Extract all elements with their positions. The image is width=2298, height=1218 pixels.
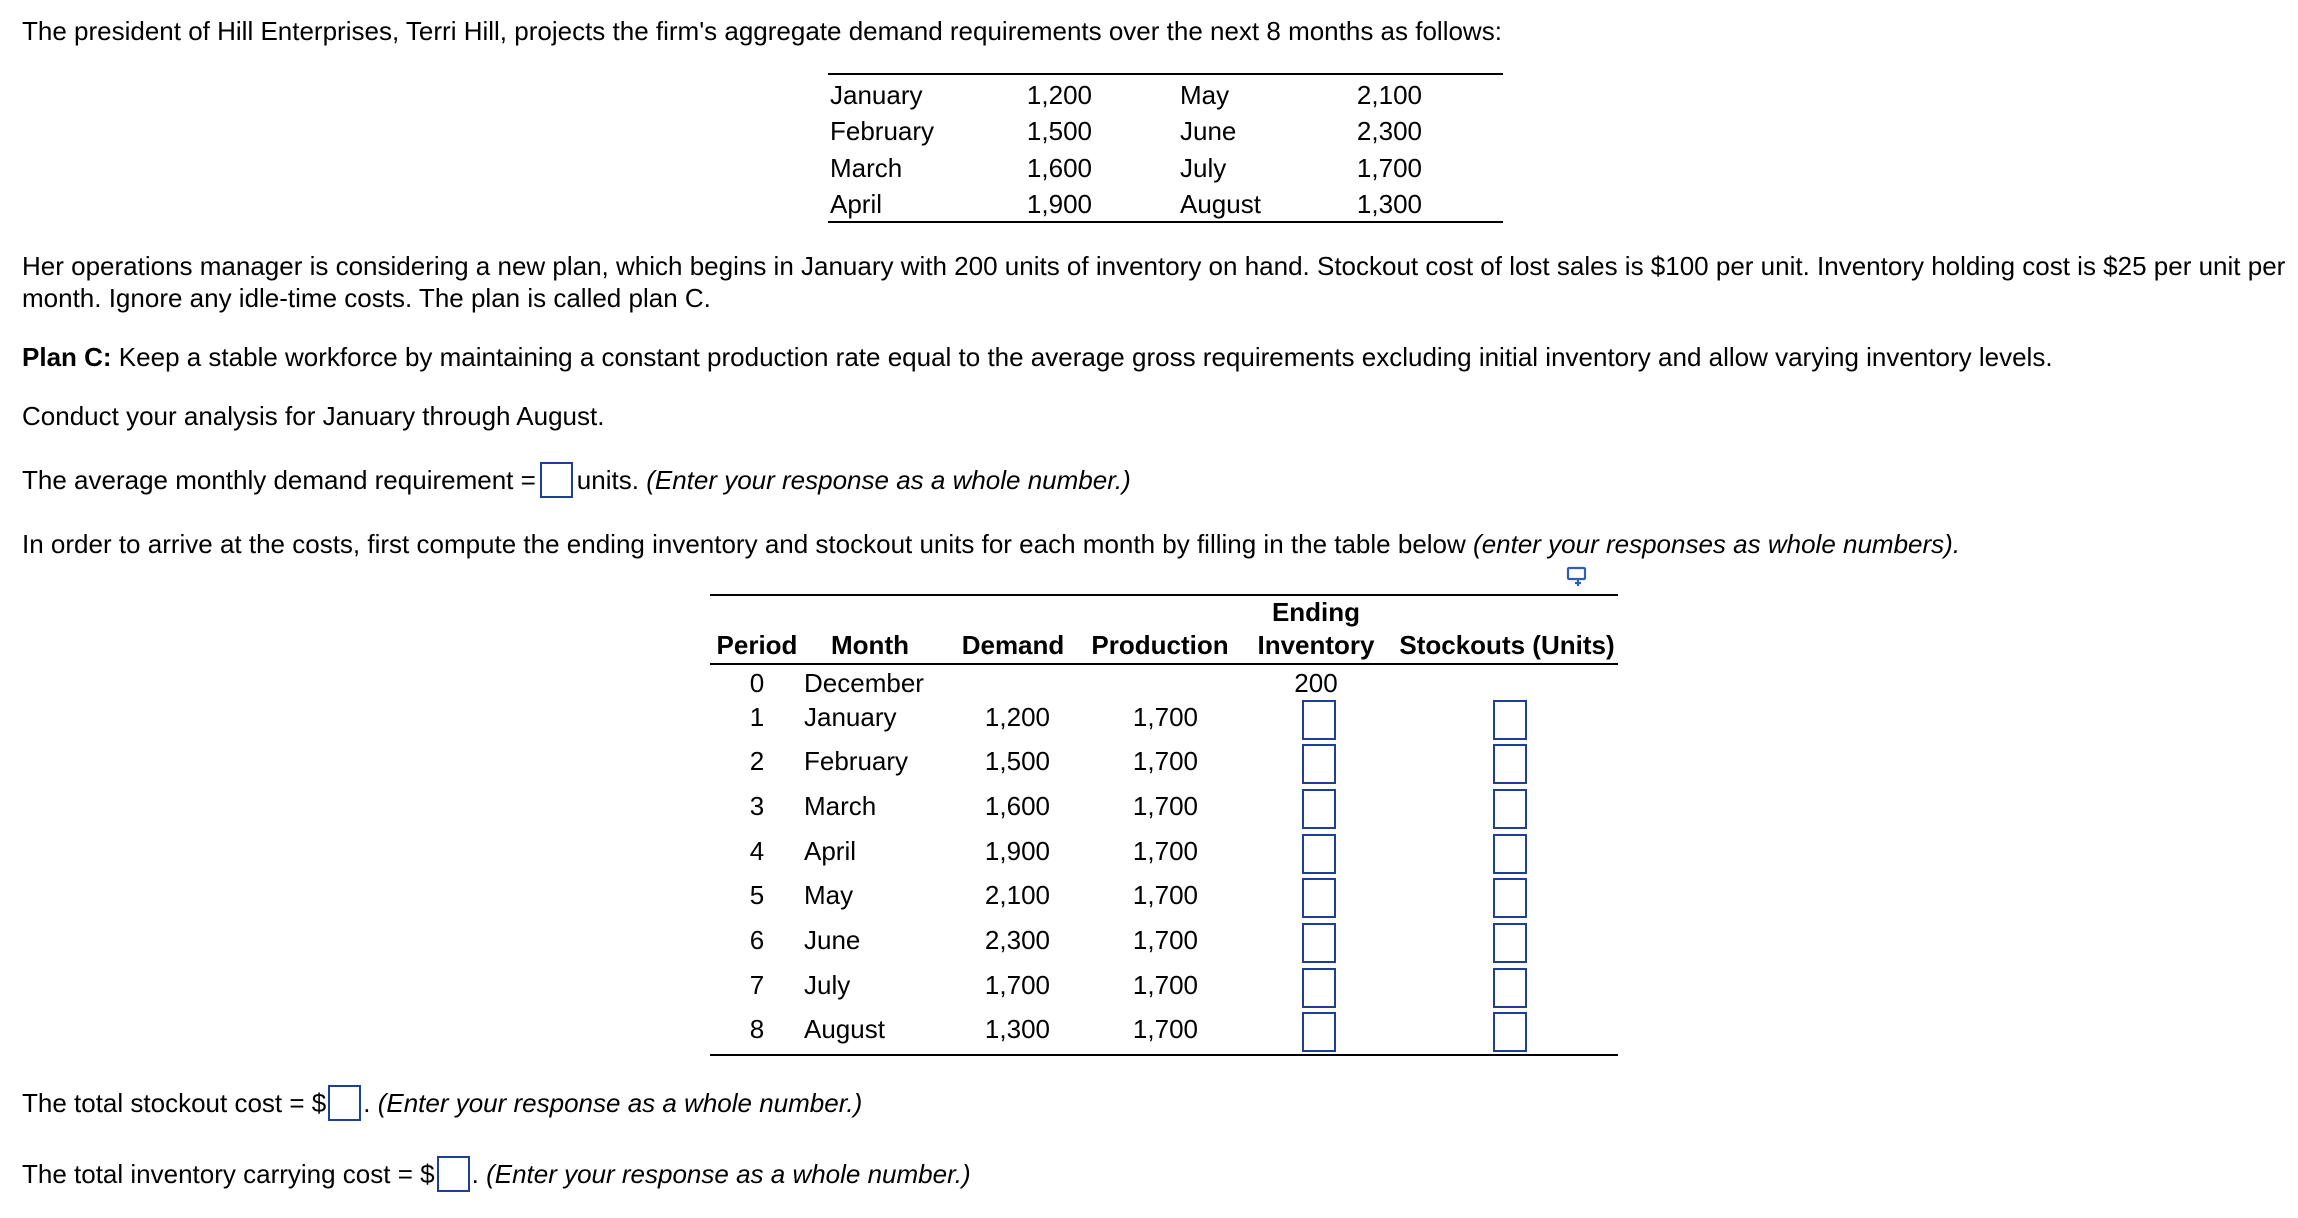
demand-table-top-rule <box>828 73 1503 75</box>
demand-month: March <box>830 153 903 183</box>
table-cell-production: 1,700 <box>1132 702 1198 732</box>
table-cell-demand: 1,200 <box>984 702 1050 732</box>
table-cell-period: 3 <box>749 791 765 821</box>
stockout-cost-hint: (Enter your response as a whole number.) <box>377 1087 863 1118</box>
table-cell-month: February <box>804 746 909 776</box>
ending-inventory-input[interactable] <box>1302 834 1336 874</box>
table-cell-production: 1,700 <box>1132 791 1198 821</box>
plan-c-description <box>22 342 2053 373</box>
ending-inventory-input[interactable] <box>1302 744 1336 784</box>
table-cell-ending-initial: 200 <box>1294 668 1338 698</box>
table-cell-production: 1,700 <box>1132 746 1198 776</box>
demand-value: 1,700 <box>1356 153 1422 183</box>
demand-month: February <box>830 116 935 146</box>
table-instruction <box>22 529 1960 560</box>
demand-table-bottom-rule <box>828 221 1503 223</box>
table-cell-month: July <box>804 970 851 1000</box>
stockout-cost-input[interactable] <box>328 1085 361 1121</box>
table-cell-period: 1 <box>749 702 765 732</box>
demand-value: 1,300 <box>1356 189 1422 219</box>
carrying-cost-period: . <box>471 1158 479 1189</box>
demand-value: 2,300 <box>1356 116 1422 146</box>
table-cell-month: January <box>804 702 897 732</box>
table-cell-period: 8 <box>749 1014 765 1044</box>
header-production: Production <box>1091 630 1229 660</box>
table-cell-period: 7 <box>749 970 765 1000</box>
demand-value: 2,100 <box>1356 80 1422 110</box>
table-header-rule <box>710 663 1618 665</box>
average-demand-question <box>22 464 1131 500</box>
header-period: Period <box>716 630 798 660</box>
table-cell-demand: 1,900 <box>984 836 1050 866</box>
stockout-units-input[interactable] <box>1493 834 1527 874</box>
stockout-units-input[interactable] <box>1493 789 1527 829</box>
table-instruction-text: In order to arrive at the costs, first compute the ending inventory and stockout units for each month by filling in the table below <box>22 529 1466 559</box>
header-ending-line1: Ending <box>1271 597 1361 627</box>
stockout-cost-question <box>22 1087 862 1123</box>
intro-text: The president of Hill Enterprises, Terri Hill, projects the firm's aggregate demand requirements over the next 8 months as follows: <box>22 16 1502 46</box>
stockout-units-input[interactable] <box>1493 744 1527 784</box>
table-cell-production: 1,700 <box>1132 880 1198 910</box>
stockout-units-input[interactable] <box>1493 1012 1527 1052</box>
expand-table-icon[interactable] <box>1566 566 1590 588</box>
ending-inventory-input[interactable] <box>1302 878 1336 918</box>
plan-description-line1: Her operations manager is considering a new plan, which begins in January with 200 units of inventory on hand. Stockout cost of lost sales is $100 per unit. Inventory holding cost is $25 per unit per <box>22 251 2286 281</box>
table-cell-demand: 1,500 <box>984 746 1050 776</box>
carrying-cost-label: The total inventory carrying cost = $ <box>22 1158 435 1189</box>
demand-value: 1,200 <box>1026 80 1092 110</box>
table-cell-demand: 1,700 <box>984 970 1050 1000</box>
average-demand-label: The average monthly demand requirement = <box>22 464 536 495</box>
stockout-cost-label: The total stockout cost = $ <box>22 1087 327 1118</box>
plan-c-text: Keep a stable workforce by maintaining a constant production rate equal to the average gross requirements excluding initial inventory and allow varying inventory levels. <box>111 342 2053 372</box>
header-demand: Demand <box>961 630 1065 660</box>
table-cell-demand: 2,100 <box>984 880 1050 910</box>
table-cell-production: 1,700 <box>1132 836 1198 866</box>
header-ending-line2: Inventory <box>1257 630 1375 660</box>
demand-value: 1,900 <box>1026 189 1092 219</box>
demand-month: April <box>830 189 883 219</box>
table-cell-month: April <box>804 836 857 866</box>
carrying-cost-input[interactable] <box>437 1156 470 1192</box>
table-cell-production: 1,700 <box>1132 970 1198 1000</box>
conduct-text: Conduct your analysis for January through August. <box>22 401 605 431</box>
table-cell-month: August <box>804 1014 885 1044</box>
table-cell-period: 5 <box>749 880 765 910</box>
table-cell-production: 1,700 <box>1132 1014 1198 1044</box>
average-demand-units: units. <box>576 464 639 495</box>
ending-inventory-input[interactable] <box>1302 700 1336 740</box>
plan-c-label: Plan C: <box>22 342 112 372</box>
table-cell-production: 1,700 <box>1132 925 1198 955</box>
table-instruction-hint: (enter your responses as whole numbers). <box>1473 529 1961 559</box>
header-month: Month <box>831 630 909 660</box>
table-cell-demand: 1,600 <box>984 791 1050 821</box>
demand-value: 1,500 <box>1026 116 1092 146</box>
table-cell-period: 0 <box>749 668 765 698</box>
ending-inventory-input[interactable] <box>1302 1012 1336 1052</box>
table-cell-month: May <box>804 880 854 910</box>
demand-month: July <box>1180 153 1227 183</box>
plan-description <box>22 250 2285 314</box>
ending-inventory-input[interactable] <box>1302 923 1336 963</box>
demand-month: June <box>1180 116 1237 146</box>
plan-description-line2: month. Ignore any idle-time costs. The plan is called plan C. <box>22 283 711 313</box>
table-cell-month: June <box>804 925 861 955</box>
table-cell-period: 6 <box>749 925 765 955</box>
stockout-units-input[interactable] <box>1493 923 1527 963</box>
average-demand-input[interactable] <box>540 462 573 498</box>
demand-month: May <box>1180 80 1230 110</box>
table-cell-month: December <box>804 668 924 698</box>
stockout-units-input[interactable] <box>1493 878 1527 918</box>
demand-value: 1,600 <box>1026 153 1092 183</box>
ending-inventory-input[interactable] <box>1302 789 1336 829</box>
table-cell-period: 2 <box>749 746 765 776</box>
demand-month: January <box>830 80 923 110</box>
demand-month: August <box>1180 189 1261 219</box>
carrying-cost-hint: (Enter your response as a whole number.) <box>486 1158 971 1189</box>
table-top-rule <box>710 594 1618 596</box>
carrying-cost-question <box>22 1158 971 1194</box>
table-bottom-rule <box>710 1054 1618 1056</box>
table-cell-period: 4 <box>749 836 765 866</box>
stockout-cost-period: . <box>363 1087 371 1118</box>
table-cell-demand: 2,300 <box>984 925 1050 955</box>
stockout-units-input[interactable] <box>1493 700 1527 740</box>
table-cell-demand: 1,300 <box>984 1014 1050 1044</box>
header-stockouts: Stockouts (Units) <box>1399 630 1615 660</box>
ending-inventory-input[interactable] <box>1302 968 1336 1008</box>
table-cell-month: March <box>804 791 877 821</box>
stockout-units-input[interactable] <box>1493 968 1527 1008</box>
average-demand-hint: (Enter your response as a whole number.) <box>646 464 1131 495</box>
